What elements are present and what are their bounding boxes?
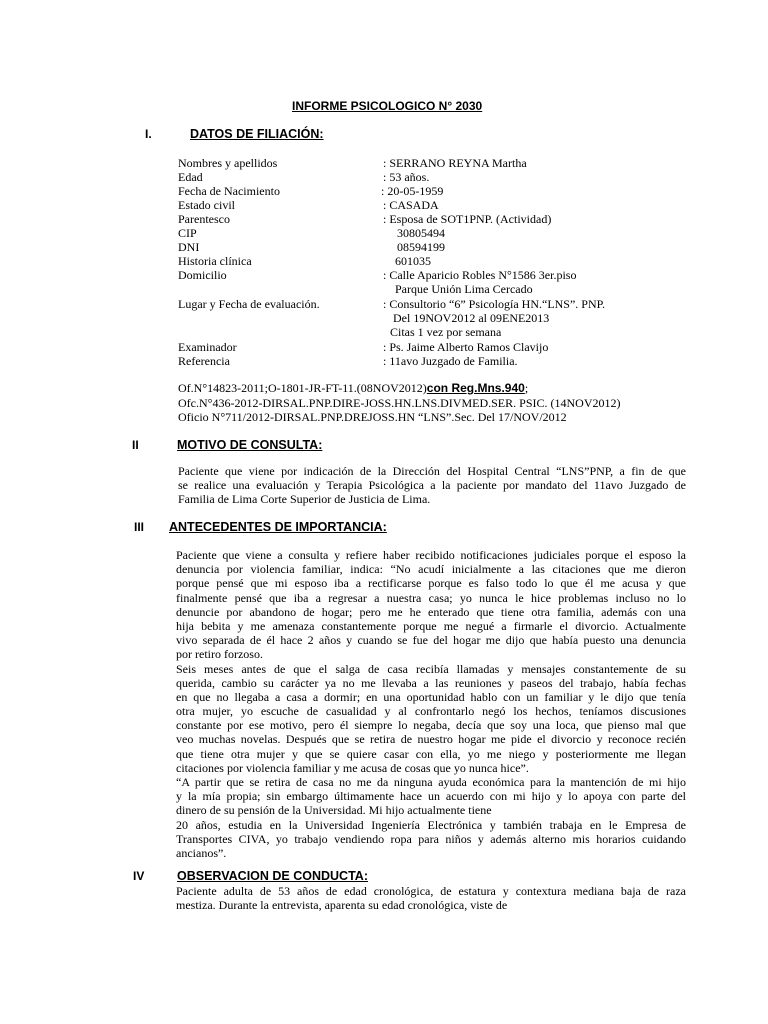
section-4-title: OBSERVACION DE CONDUCTA: xyxy=(177,869,368,883)
antecedentes-line: 20 años, estudia en la Universidad Ingeniería Electrónica y también trabaja en le Empresa de xyxy=(176,817,686,832)
antecedentes-line: constante por ese motivo, pero él siempre lo negaba, decía que soy una loca, que pienso mal que xyxy=(176,718,686,733)
antecedentes-line: ancianos”. xyxy=(176,845,227,860)
antecedentes-line: por retiro forzoso. xyxy=(176,647,263,662)
field-label-birthdate: Fecha de Nacimiento xyxy=(178,184,280,198)
antecedentes-line: y la mía propia; sin embargo últimamente hace un acuerdo con mi hijo y lo apoya con parte del xyxy=(176,789,686,804)
field-value-civil-status: : CASADA xyxy=(383,198,439,212)
reference-line-3: Oficio N°711/2012-DIRSAL.PNP.DREJOSS.HN “LNS”.Sec. Del 17/NOV/2012 xyxy=(178,410,567,424)
antecedentes-line: vivo separada de él hace 2 años y cuando se fue del hogar me dijo que había puesto una denuncia xyxy=(176,633,686,648)
antecedentes-line: citaciones por violencia familiar y me acusa de cosas que yo nunca hice”. xyxy=(176,760,529,775)
field-label-clinical-history: Historia clínica xyxy=(178,254,252,268)
field-value-relationship: : Esposa de SOT1PNP. (Actividad) xyxy=(383,212,552,226)
antecedentes-line: denuncia por violencia familiar, indica: “No acudí inicialmente a las citaciones que me dieron xyxy=(176,562,686,577)
antecedentes-line: “A partir que se retira de casa no me da ninguna ayuda económica para la mantención de mi hijo xyxy=(176,775,686,789)
observacion-line: mestiza. Durante la entrevista, aparenta su edad cronológica, viste de xyxy=(176,898,508,913)
field-label-address: Domicilio xyxy=(178,268,227,282)
section-3-number: III xyxy=(134,520,145,534)
reference-line-1 xyxy=(178,381,528,396)
field-value-dni: 08594199 xyxy=(397,240,445,254)
field-label-relationship: Parentesco xyxy=(178,212,230,226)
antecedentes-line: Paciente que viene a consulta y refiere haber recibido notificaciones judiciales porque el esposo la xyxy=(176,548,686,562)
antecedentes-line: Seis meses antes de que el salga de casa recibía llamadas y mensajes constantemente de su xyxy=(176,661,686,676)
field-value-age: : 53 años. xyxy=(383,170,430,184)
field-value-name: : SERRANO REYNA Martha xyxy=(383,156,527,170)
antecedentes-line: Transportes CIVA, yo trabajo vendiendo ropa para niños y además alterno mis horarios cuidando xyxy=(176,831,686,846)
antecedentes-line: querida, cambio su carácter ya no me llevaba a las reuniones y paseos del trabajo, había fechas xyxy=(176,675,686,690)
section-2-number: II xyxy=(132,438,139,452)
observacion-line: Paciente adulta de 53 años de edad cronológica, de estatura y contextura mediana baja de raza xyxy=(176,884,686,898)
field-label-cip: CIP xyxy=(178,226,197,240)
reference-line-2: Ofc.N°436-2012-DIRSAL.PNP.DIRE-JOSS.HN.LNS.DIVMED.SER. PSIC. (14NOV2012) xyxy=(178,396,621,410)
antecedentes-line: finalmente pensé que iba a regresar a nuestra casa; yo nunca le hice problemas incluso no lo xyxy=(176,590,686,605)
motivo-line: Paciente que viene por indicación de la Dirección del Hospital Central “LNS”PNP, a fin de que xyxy=(178,464,686,478)
field-value-birthdate: : 20-05-1959 xyxy=(381,184,444,198)
field-label-name: Nombres y apellidos xyxy=(178,156,278,170)
field-value-examiner: : Ps. Jaime Alberto Ramos Clavijo xyxy=(383,340,549,354)
field-label-place-date: Lugar y Fecha de evaluación. xyxy=(178,297,320,311)
antecedentes-line: en que no llegaba a casa a dormir; en una oportunidad hablo con un familiar y le dijo que tenía xyxy=(176,689,686,704)
antecedentes-line: denuncie por abandono de hogar; pero me he enterado que tiene otra familia, además con una xyxy=(176,604,686,619)
field-label-age: Edad xyxy=(178,170,203,184)
field-value-cip: 30805494 xyxy=(397,226,445,240)
antecedentes-line: veo muchas novelas. Después que se retira de nuestro hogar me pide el divorcio y reconoce recién xyxy=(176,732,686,747)
motivo-line: se realice una evaluación y Terapia Psicológica a la paciente por mandato del 11avo Juzgado de xyxy=(178,478,686,493)
field-label-dni: DNI xyxy=(178,240,200,254)
field-value-reference: : 11avo Juzgado de Familia. xyxy=(383,354,518,368)
field-label-examiner: Examinador xyxy=(178,340,237,354)
reference-line-1-reg: con Reg.Mns.940 xyxy=(426,381,525,395)
antecedentes-line: otra mujer, yo escuche de casualidad y al confrontarlo negó los hechos, teníamos discusiones xyxy=(176,704,686,719)
section-3-title: ANTECEDENTES DE IMPORTANCIA: xyxy=(169,520,387,534)
field-value-clinical-history: 601035 xyxy=(395,254,431,268)
reference-line-1-end: ; xyxy=(524,381,529,395)
field-value-place-date: : Consultorio “6” Psicología HN.“LNS”. PNP. xyxy=(383,297,605,311)
field-value-date-range: Del 19NOV2012 al 09ENE2013 xyxy=(393,311,550,325)
antecedentes-line: porque pensé que mi esposo iba a rectificarse porque es falso todo lo que él me acusa y que xyxy=(176,576,686,591)
reference-line-1-text: Of.N°14823-2011;O-1801-JR-FT-11.(08NOV2012) xyxy=(178,381,427,395)
antecedentes-line: dinero de su pensión de la Universidad. Mi hijo actualmente tiene xyxy=(176,803,492,818)
field-value-address: : Calle Aparicio Robles N°1586 3er.piso xyxy=(383,268,577,282)
observacion-paragraph xyxy=(176,884,686,912)
field-value-frequency: Citas 1 vez por semana xyxy=(390,325,502,339)
report-title: INFORME PSICOLOGICO N° 2030 xyxy=(292,99,483,113)
section-1-number: I. xyxy=(145,127,152,141)
motivo-line: Familia de Lima Corte Superior de Justicia de Lima. xyxy=(178,492,431,507)
motivo-paragraph xyxy=(178,464,686,507)
field-label-reference: Referencia xyxy=(178,354,230,368)
antecedentes-line: que tiene otra mujer y que se quiere casar con ella, yo me niego y posteriormente me llegan xyxy=(176,746,686,761)
antecedentes-paragraph xyxy=(176,548,686,860)
field-value-address-line2: Parque Unión Lima Cercado xyxy=(395,282,533,296)
section-2-title: MOTIVO DE CONSULTA: xyxy=(177,438,323,452)
section-4-number: IV xyxy=(133,869,145,883)
field-label-civil-status: Estado civil xyxy=(178,198,235,212)
antecedentes-line: hija bebita y me amenaza constantemente porque me negué a firmarle el divorcio. Actualmente xyxy=(176,618,686,633)
section-1-title: DATOS DE FILIACIÓN: xyxy=(190,127,324,141)
